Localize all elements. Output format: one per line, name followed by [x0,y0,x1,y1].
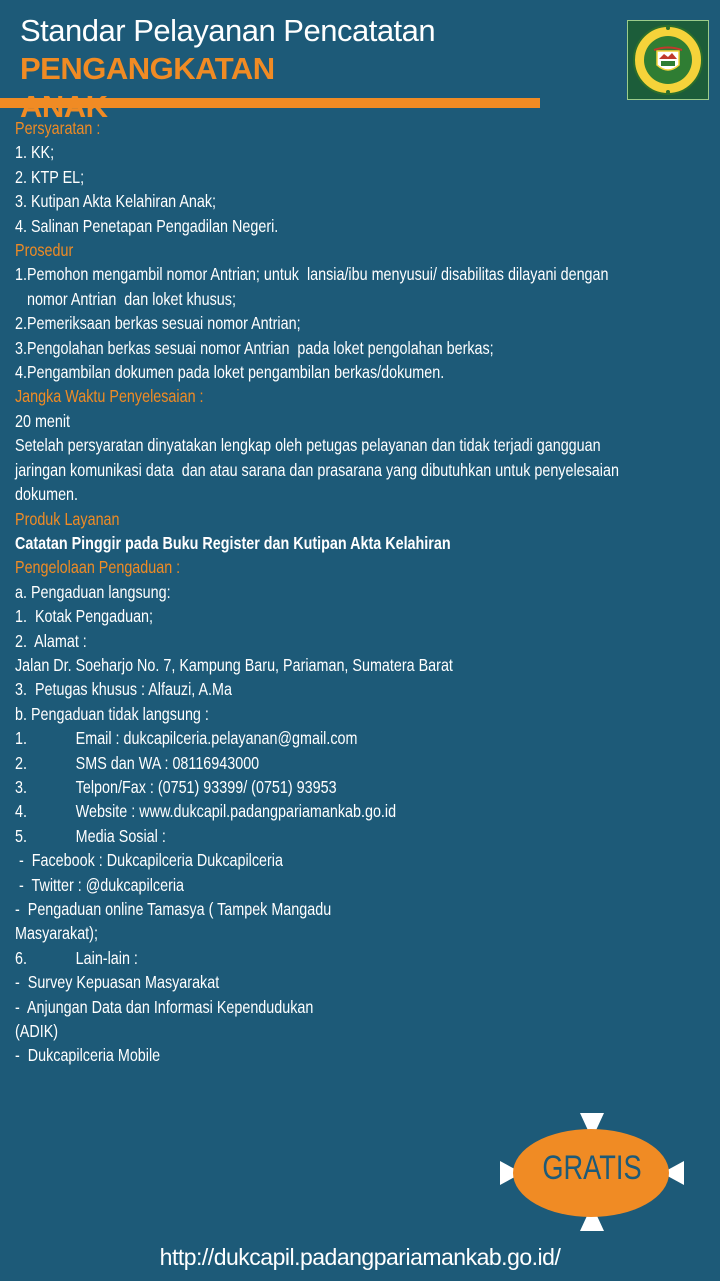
content-line [15,848,710,872]
content-line [15,799,710,823]
section-heading [15,238,710,262]
line-text: jaringan komunikasi data dan atau sarana dan prasarana yang dibutuhkan untuk penyelesaian [15,459,619,480]
line-text: Setelah persyaratan dinyatakan lengkap oleh petugas pelayanan dan tidak terjadi gangguan [15,435,601,456]
line-text: b. Pengaduan tidak langsung : [15,703,209,724]
list-number: 2. [15,752,27,773]
content-line [15,946,710,970]
content-line [15,311,710,335]
line-text: 2. KTP EL; [15,166,85,187]
content-line [15,726,710,750]
line-text: a. Pengaduan langsung: [15,581,171,602]
line-text: 4.Pengambilan dokumen pada loket pengambilan berkas/dokumen. [15,362,445,383]
content-line [15,433,710,457]
line-text: dokumen. [15,484,79,505]
line-text: 4. Salinan Penetapan Pengadilan Negeri. [15,215,279,236]
line-text: Website : www.dukcapil.padangpariamankab.go.id [75,801,397,822]
content-line [15,287,710,311]
content-line [15,653,710,677]
content-line [15,824,710,848]
section-heading [15,116,710,140]
content-line [15,873,710,897]
list-number: 6. [15,947,27,968]
content-line [15,775,710,799]
line-text: 3.Pengolahan berkas sesuai nomor Antrian pada loket pengolahan berkas; [15,337,494,358]
content-line [15,921,710,945]
content-line [15,580,710,604]
line-text: 20 menit [15,410,71,431]
line-text: 1.Pemohon mengambil nomor Antrian; untuk lansia/ibu menyusui/ disabilitas dilayani dengan [15,264,609,285]
service-standard-content [15,116,710,1068]
content-line [15,897,710,921]
line-text: 1. KK; [15,142,55,163]
line-text: nomor Antrian dan loket khusus; [15,288,236,309]
content-line [15,336,710,360]
content-line [15,751,710,775]
line-text: SMS dan WA : 08116943000 [75,752,260,773]
content-line [15,262,710,286]
content-line [15,214,710,238]
line-text: 3. Kutipan Akta Kelahiran Anak; [15,191,217,212]
gratis-badge [500,1113,684,1231]
content-line [15,1019,710,1043]
line-text: Produk Layanan [15,508,120,529]
line-text: Pengelolaan Pengaduan : [15,557,181,578]
content-line [15,1043,710,1067]
list-number: 4. [15,801,27,822]
content-line [15,995,710,1019]
line-text: Telpon/Fax : (0751) 93399/ (0751) 93953 [75,776,337,797]
line-text: Persyaratan : [15,118,101,138]
content-line [15,360,710,384]
title-accent-line1: PENGANGKATAN [20,51,275,86]
product-name [15,531,710,555]
content-line [15,409,710,433]
header-divider-bar [0,98,540,108]
content-line [15,140,710,164]
line-text: 2. Alamat : [15,630,87,651]
line-text: 3. Petugas khusus : Alfauzi, A.Ma [15,679,232,700]
line-text: - Pengaduan online Tamasya ( Tampek Mangadu [15,899,332,919]
content-line [15,482,710,506]
section-heading [15,507,710,531]
content-line [15,604,710,628]
line-text: - Anjungan Data dan Informasi Kependudukan [15,996,314,1017]
line-text: Lain-lain : [75,947,138,968]
content-line [15,189,710,213]
gratis-label: GRATIS [542,1149,642,1187]
line-text: Catatan Pinggir pada Buku Register dan Kutipan Akta Kelahiran [15,532,451,553]
line-text: Jangka Waktu Penyelesaian : [15,386,204,407]
title-plain: Standar Pelayanan Pencatatan [20,13,436,48]
list-number: 5. [15,825,27,846]
line-text: 1. Kotak Pengaduan; [15,606,154,627]
content-line [15,970,710,994]
line-text: - Facebook : Dukcapilceria Dukcapilceria [15,850,283,871]
section-heading [15,384,710,408]
line-text: - Dukcapilceria Mobile [15,1045,161,1066]
list-number: 3. [15,776,27,797]
list-number: 1. [15,728,27,749]
line-text: (ADIK) [15,1021,59,1042]
content-line [15,629,710,653]
line-text: 2.Pemeriksaan berkas sesuai nomor Antrian; [15,313,301,334]
line-text: Media Sosial : [75,825,166,846]
section-heading [15,555,710,579]
dukcapil-ceria-emblem-icon [627,20,709,100]
line-text: - Twitter : @dukcapilceria [15,874,185,895]
content-line [15,165,710,189]
content-line [15,702,710,726]
line-text: Masyarakat); [15,923,98,944]
line-text: Prosedur [15,240,74,261]
content-line [15,677,710,701]
content-line [15,458,710,482]
page-title [20,12,610,126]
line-text: Jalan Dr. Soeharjo No. 7, Kampung Baru, Pariaman, Sumatera Barat [15,654,453,675]
footer-website-url: http://dukcapil.padangpariamankab.go.id/ [159,1244,561,1270]
line-text: Email : dukcapilceria.pelayanan@gmail.com [75,728,358,749]
line-text: - Survey Kepuasan Masyarakat [15,972,220,993]
